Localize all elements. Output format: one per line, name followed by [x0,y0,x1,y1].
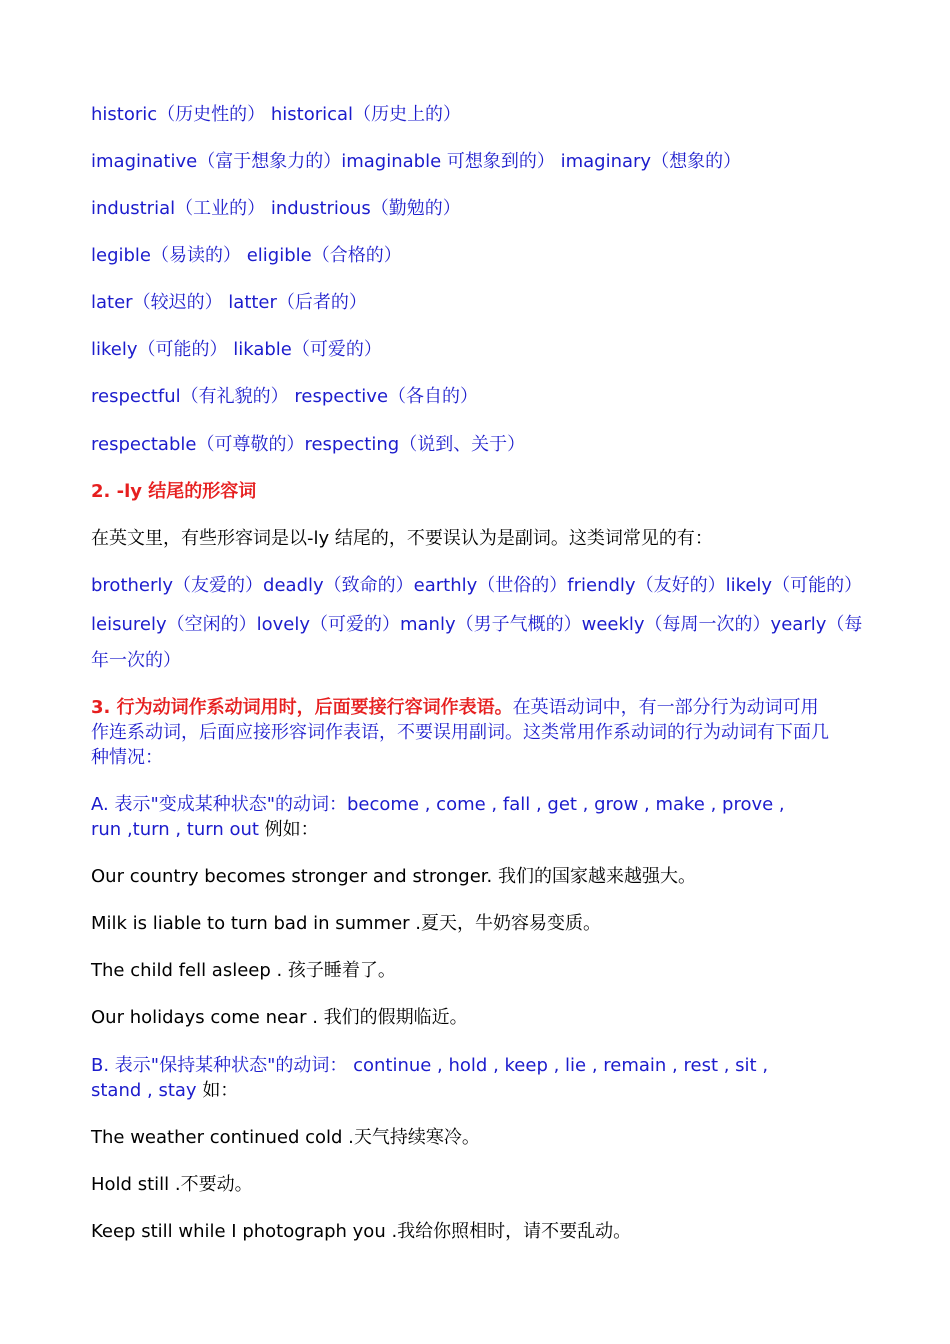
section-3-body: 种情况： [91,747,163,768]
ly-adjective-list: 年一次的） [91,650,181,671]
section-3-body: 作连系动词，后面应接形容词作表语，不要误用副词。这类常用作系动词的行为动词有下面几 [91,722,829,743]
part-b-verbs: stand , stay [91,1080,203,1101]
section-3-first-line [91,693,819,719]
section-2-heading: 2. -ly 结尾的形容词 [91,481,257,502]
example-sentence: Our holidays come near . 我们的假期临近。 [91,1007,468,1028]
part-a-example-label: 例如： [264,819,319,840]
section-2-intro: 在英文里，有些形容词是以-ly 结尾的，不要误认为是副词。这类词常见的有： [91,528,713,549]
section-3-body: 在英语动词中，有一部分行为动词可用 [512,697,819,718]
vocab-line: historic（历史性的） historical（历史上的） [91,104,462,125]
example-sentence: The weather continued cold .天气持续寒冷。 [91,1127,480,1148]
example-sentence: Keep still while I photograph you .我给你照相时，请不要乱动。 [91,1221,632,1242]
ly-adjective-list: leisurely（空闲的）lovely（可爱的）manly（男子气概的）weekly（每周一次的）yearly（每 [91,614,863,635]
part-b-title-continued [91,1076,238,1102]
part-a-title-continued [91,815,319,841]
ly-adjective-list: brotherly（友爱的）deadly（致命的）earthly（世俗的）friendly（友好的）likely（可能的） [91,575,863,596]
part-b-title: B. 表示"保持某种状态"的动词： continue , hold , keep , lie , remain , rest , sit , [91,1055,769,1076]
example-sentence: Hold still .不要动。 [91,1174,253,1195]
section-3-heading: 3. 行为动词作系动词用时，后面要接行容词作表语。 [91,697,513,718]
vocab-line: respectable（可尊敬的）respecting（说到、关于） [91,434,526,455]
part-a-title: A. 表示"变成某种状态"的动词：become , come , fall , get , grow , make , prove , [91,794,785,815]
vocab-line: respectful（有礼貌的） respective（各自的） [91,386,479,407]
vocab-line: legible（易读的） eligible（合格的） [91,245,402,266]
vocab-line: later（较迟的） latter（后者的） [91,292,367,313]
vocab-line: imaginative（富于想象力的）imaginable 可想象到的） imaginary（想象的） [91,151,742,172]
example-sentence: The child fell asleep . 孩子睡着了。 [91,960,396,981]
example-sentence: Milk is liable to turn bad in summer .夏天，牛奶容易变质。 [91,913,602,934]
part-a-verbs: run ,turn , turn out [91,819,265,840]
part-b-example-label: 如： [202,1080,239,1101]
example-sentence: Our country becomes stronger and stronger. 我们的国家越来越强大。 [91,866,696,887]
vocab-line: likely（可能的） likable（可爱的） [91,339,382,360]
vocab-line: industrial（工业的） industrious（勤勉的） [91,198,461,219]
